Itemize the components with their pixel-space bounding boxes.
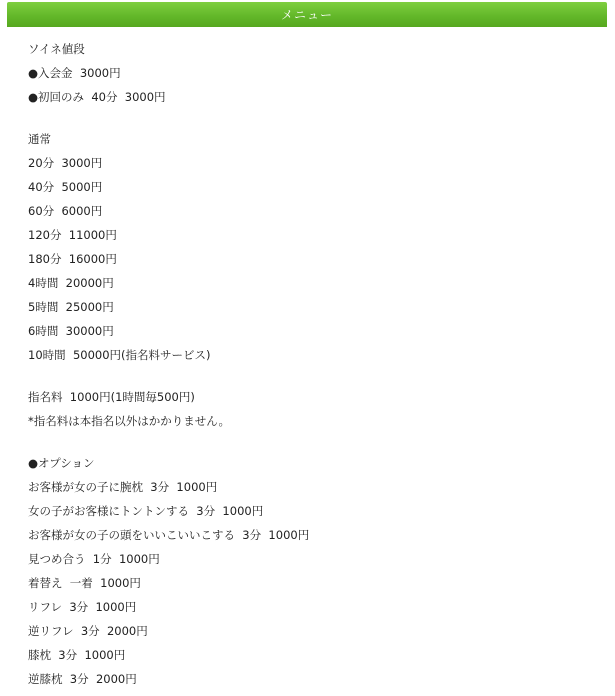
soine-heading: ソイネ値段: [28, 42, 85, 56]
price-line: 4時間 20000円: [28, 276, 114, 290]
price-line: ●入会金 3000円: [28, 66, 121, 80]
option-line: 着替え 一着 1000円: [28, 576, 141, 590]
section-spacer: [28, 367, 598, 385]
option-line: リフレ 3分 1000円: [28, 600, 137, 614]
menu-header-title: メニュー: [280, 8, 333, 22]
price-line: 5時間 25000円: [28, 300, 114, 314]
price-line: 10時間 50000円(指名料サービス): [28, 348, 211, 362]
option-line: 見つめ合う 1分 1000円: [28, 552, 160, 566]
option-line: お客様が女の子に腕枕 3分 1000円: [28, 480, 218, 494]
nomination-fee-line: 指名料 1000円(1時間毎500円): [28, 390, 195, 404]
menu-body: [28, 37, 598, 691]
normal-heading: 通常: [28, 132, 51, 146]
price-line: 180分 16000円: [28, 252, 117, 266]
nomination-note-line: *指名料は本指名以外はかかりません。: [28, 414, 230, 428]
price-line: 6時間 30000円: [28, 324, 114, 338]
price-line: 20分 3000円: [28, 156, 103, 170]
option-line: 逆膝枕 3分 2000円: [28, 672, 137, 686]
menu-header-bar: [7, 2, 607, 27]
option-line: 膝枕 3分 1000円: [28, 648, 126, 662]
price-line: 40分 5000円: [28, 180, 103, 194]
price-line: 120分 11000円: [28, 228, 117, 242]
options-heading: ●オプション: [28, 456, 95, 470]
price-line: 60分 6000円: [28, 204, 103, 218]
option-line: お客様が女の子の頭をいいこいいこする 3分 1000円: [28, 528, 310, 542]
price-line: ●初回のみ 40分 3000円: [28, 90, 166, 104]
option-line: 逆リフレ 3分 2000円: [28, 624, 148, 638]
section-spacer: [28, 109, 598, 127]
option-line: 女の子がお客様にトントンする 3分 1000円: [28, 504, 264, 518]
section-spacer: [28, 433, 598, 451]
